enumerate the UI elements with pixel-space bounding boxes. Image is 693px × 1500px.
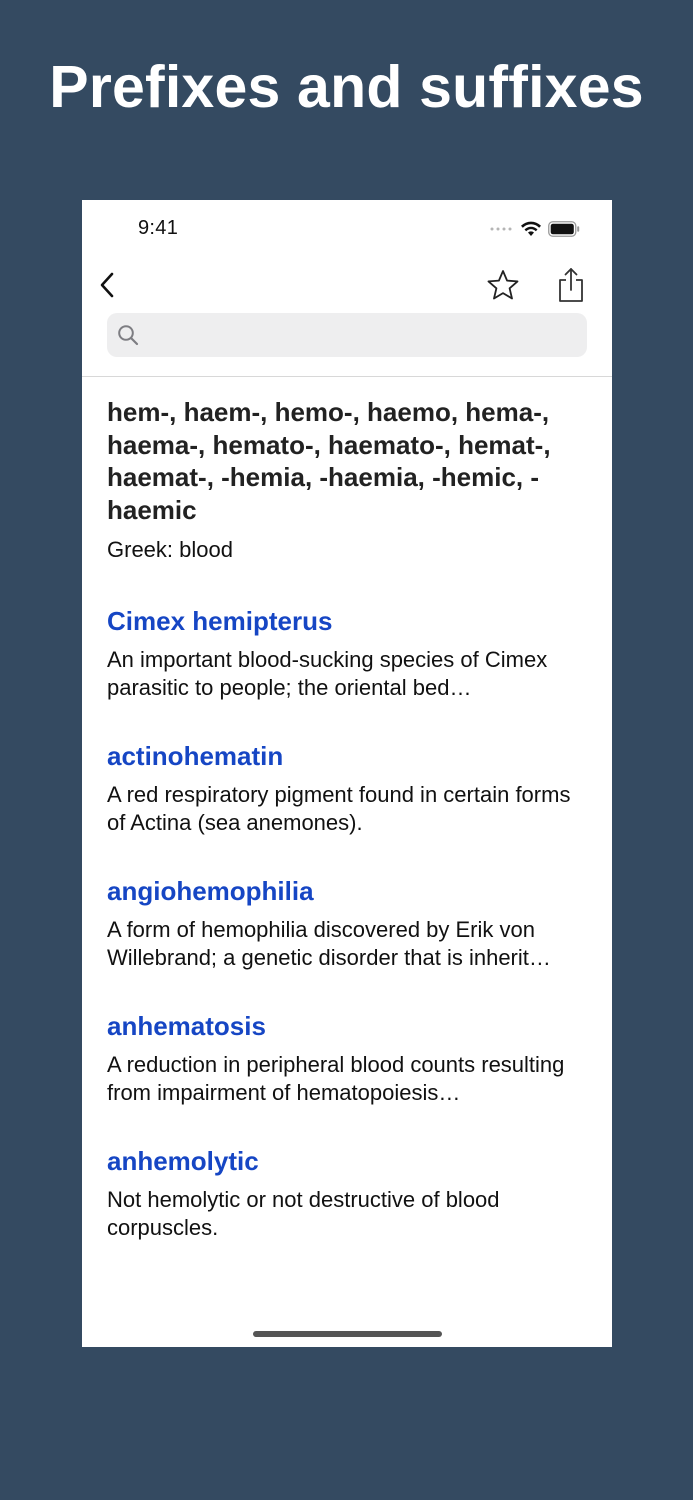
status-bar <box>82 200 612 258</box>
favorite-button[interactable] <box>484 266 522 304</box>
entry-title[interactable]: actinohematin <box>107 741 284 771</box>
entry-title[interactable]: Cimex hemipterus <box>107 606 333 636</box>
entry-title[interactable]: anhemolytic <box>107 1146 259 1176</box>
search-icon <box>117 324 139 346</box>
cellular-signal-icon <box>490 225 514 233</box>
entry-description: Not hemolytic or not destructive of blood corpuscles. <box>107 1187 500 1240</box>
status-icons <box>490 220 580 238</box>
share-button[interactable] <box>552 264 590 306</box>
list-item[interactable] <box>107 876 592 971</box>
status-time: 9:41 <box>138 217 179 239</box>
page-headline: Prefixes and suffixes <box>49 54 644 120</box>
search-input[interactable] <box>147 313 581 359</box>
list-item[interactable] <box>107 1146 592 1241</box>
entry-description: A red respiratory pigment found in certain forms of Actina (sea anemones). <box>107 782 571 835</box>
term-detail <box>107 396 592 1241</box>
term-title: hem-, haem-, hemo-, haemo, hema-, haema-, hemato-, haemato-, hemat-, haemat-, -hemia, -haemia, -hemic, -haemic <box>107 397 551 525</box>
share-icon <box>557 267 585 303</box>
entry-title[interactable]: anhematosis <box>107 1011 266 1041</box>
star-outline-icon <box>486 269 520 301</box>
battery-icon <box>548 221 580 237</box>
navigation-bar <box>82 258 612 314</box>
term-origin: Greek: blood <box>107 537 233 562</box>
back-button[interactable] <box>92 268 122 302</box>
chevron-left-icon <box>99 272 115 298</box>
home-indicator[interactable] <box>253 1331 442 1337</box>
entry-description: A form of hemophilia discovered by Erik von Willebrand; a genetic disorder that is inherit… <box>107 917 551 970</box>
entry-description: An important blood-sucking species of Cimex parasitic to people; the oriental bed… <box>107 647 548 700</box>
list-item[interactable] <box>107 1011 592 1106</box>
list-item[interactable] <box>107 606 592 701</box>
entry-description: A reduction in peripheral blood counts resulting from impairment of hematopoiesis… <box>107 1052 565 1105</box>
search-bar[interactable] <box>107 313 587 357</box>
phone-screen <box>82 200 612 1347</box>
entry-title[interactable]: angiohemophilia <box>107 876 314 906</box>
list-item[interactable] <box>107 741 592 836</box>
wifi-icon <box>520 221 542 237</box>
header-divider <box>82 376 612 377</box>
